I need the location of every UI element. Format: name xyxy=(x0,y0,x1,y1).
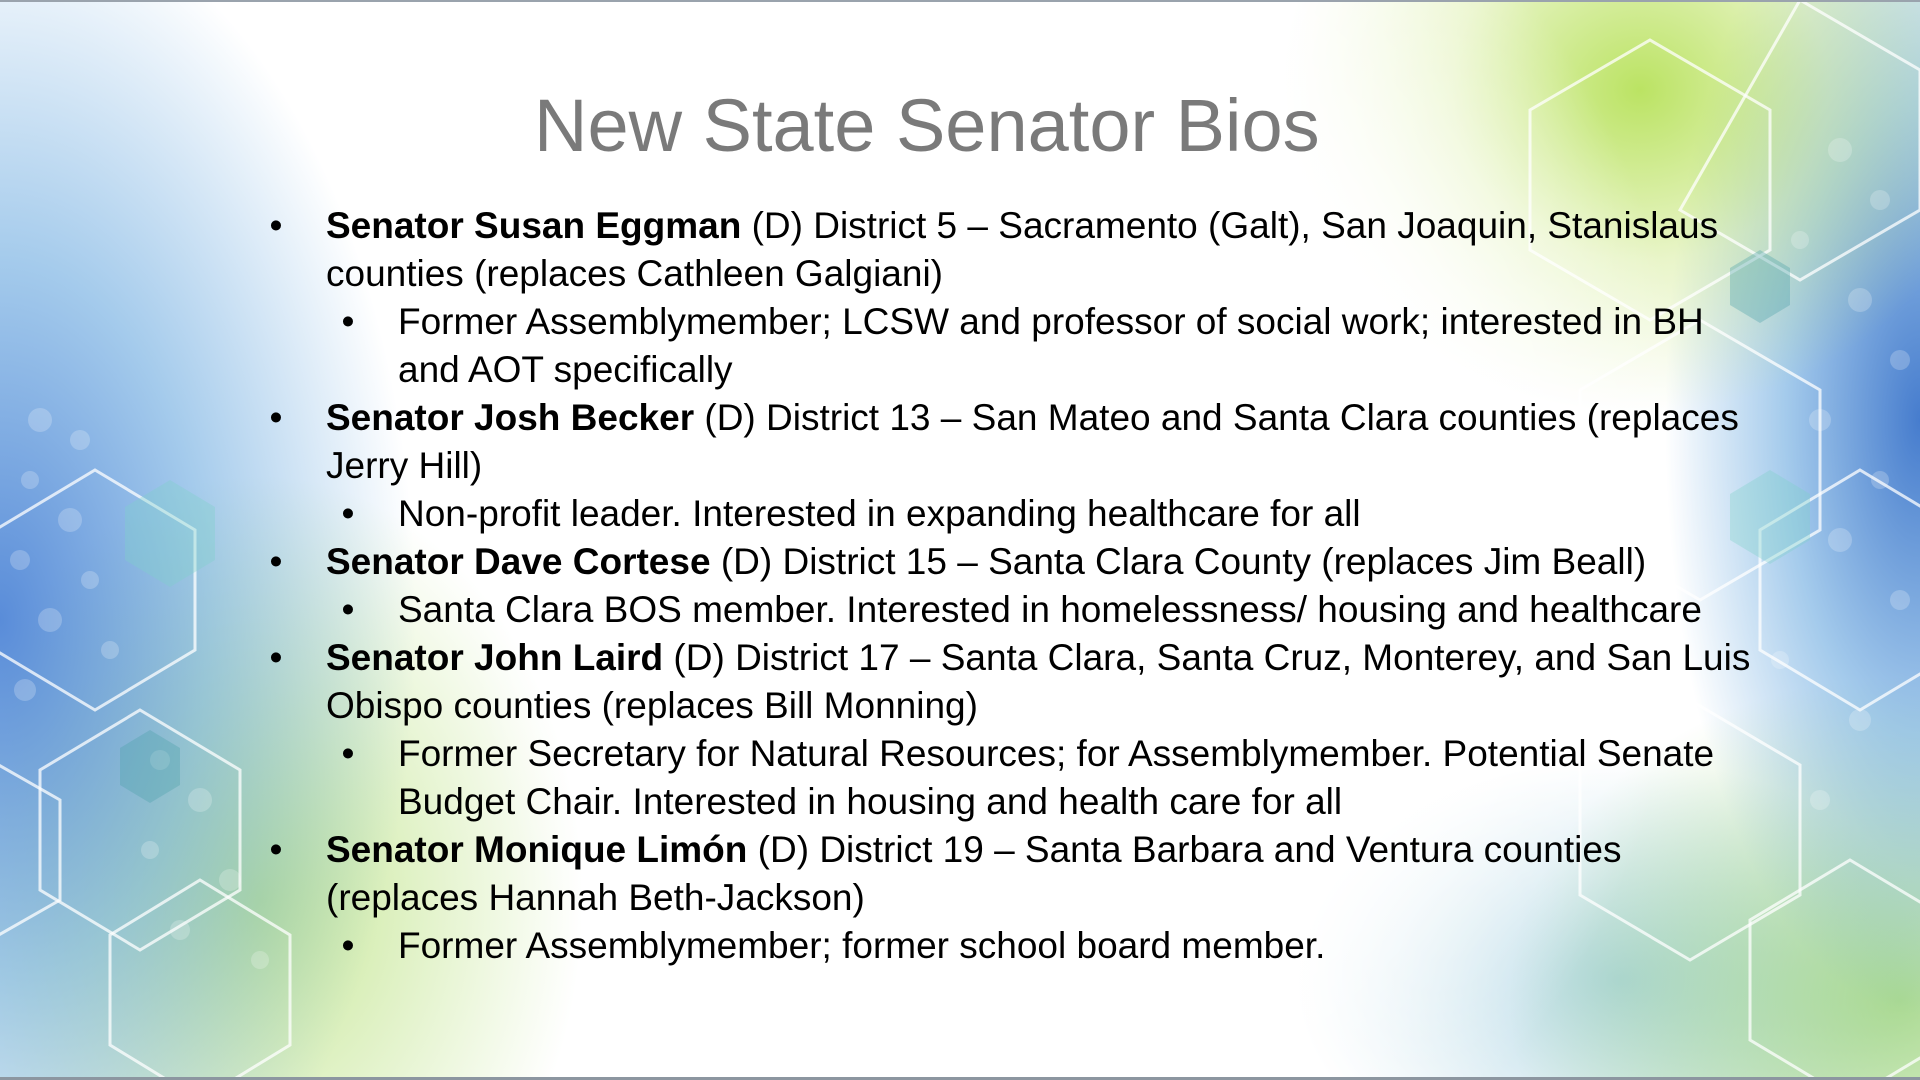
senator-name: Senator Monique Limón xyxy=(326,829,748,870)
senator-details: (D) District 17 – Santa Clara, Santa Cruz, Monterey, and San Luis Obispo counties (replaces Bill Monning) xyxy=(326,637,1751,726)
senator-summary xyxy=(266,538,1766,586)
senator-note xyxy=(266,490,1766,538)
senator-note xyxy=(266,298,1766,394)
senator-entry xyxy=(266,394,1766,538)
senator-summary xyxy=(266,394,1766,490)
senator-details: (D) District 5 – Sacramento (Galt), San Joaquin, Stanislaus counties (replaces Cathleen Galgiani) xyxy=(326,205,1719,294)
bullet: • xyxy=(341,733,355,774)
senator-note-text: Former Secretary for Natural Resources; for Assemblymember. Potential Senate Budget Chair. Interested in housing and health care for all xyxy=(398,733,1715,822)
senator-note xyxy=(266,730,1766,826)
senator-summary xyxy=(266,826,1766,922)
senator-summary xyxy=(266,202,1766,298)
senator-note-text: Non-profit leader. Interested in expanding healthcare for all xyxy=(398,493,1361,534)
bullet: • xyxy=(269,541,283,582)
senator-summary xyxy=(266,634,1766,730)
top-divider xyxy=(0,0,1920,2)
bullet: • xyxy=(341,589,355,630)
bullet: • xyxy=(341,493,355,534)
senator-entry xyxy=(266,202,1766,394)
senator-name: Senator Susan Eggman xyxy=(326,205,742,246)
senator-entry xyxy=(266,538,1766,634)
senator-note-text: Former Assemblymember; former school board member. xyxy=(398,925,1326,966)
senator-details: (D) District 13 – San Mateo and Santa Clara counties (replaces Jerry Hill) xyxy=(326,397,1739,486)
senator-entry xyxy=(266,634,1766,826)
senator-details: (D) District 15 – Santa Clara County (replaces Jim Beall) xyxy=(710,541,1647,582)
slide-title: New State Senator Bios xyxy=(534,84,1320,167)
bullet: • xyxy=(269,829,283,870)
senator-bio-list xyxy=(266,202,1766,970)
bullet: • xyxy=(269,205,283,246)
senator-note-text: Santa Clara BOS member. Interested in homelessness/ housing and healthcare xyxy=(398,589,1702,630)
senator-name: Senator Josh Becker xyxy=(326,397,695,438)
bullet: • xyxy=(269,397,283,438)
senator-entry xyxy=(266,826,1766,970)
bullet: • xyxy=(341,925,355,966)
senator-note-text: Former Assemblymember; LCSW and professor of social work; interested in BH and AOT specifically xyxy=(398,301,1704,390)
bullet: • xyxy=(341,301,355,342)
senator-note xyxy=(266,586,1766,634)
senator-note xyxy=(266,922,1766,970)
senator-details: (D) District 19 – Santa Barbara and Ventura counties (replaces Hannah Beth-Jackson) xyxy=(326,829,1622,918)
bullet: • xyxy=(269,637,283,678)
senator-name: Senator Dave Cortese xyxy=(326,541,711,582)
senator-name: Senator John Laird xyxy=(326,637,664,678)
